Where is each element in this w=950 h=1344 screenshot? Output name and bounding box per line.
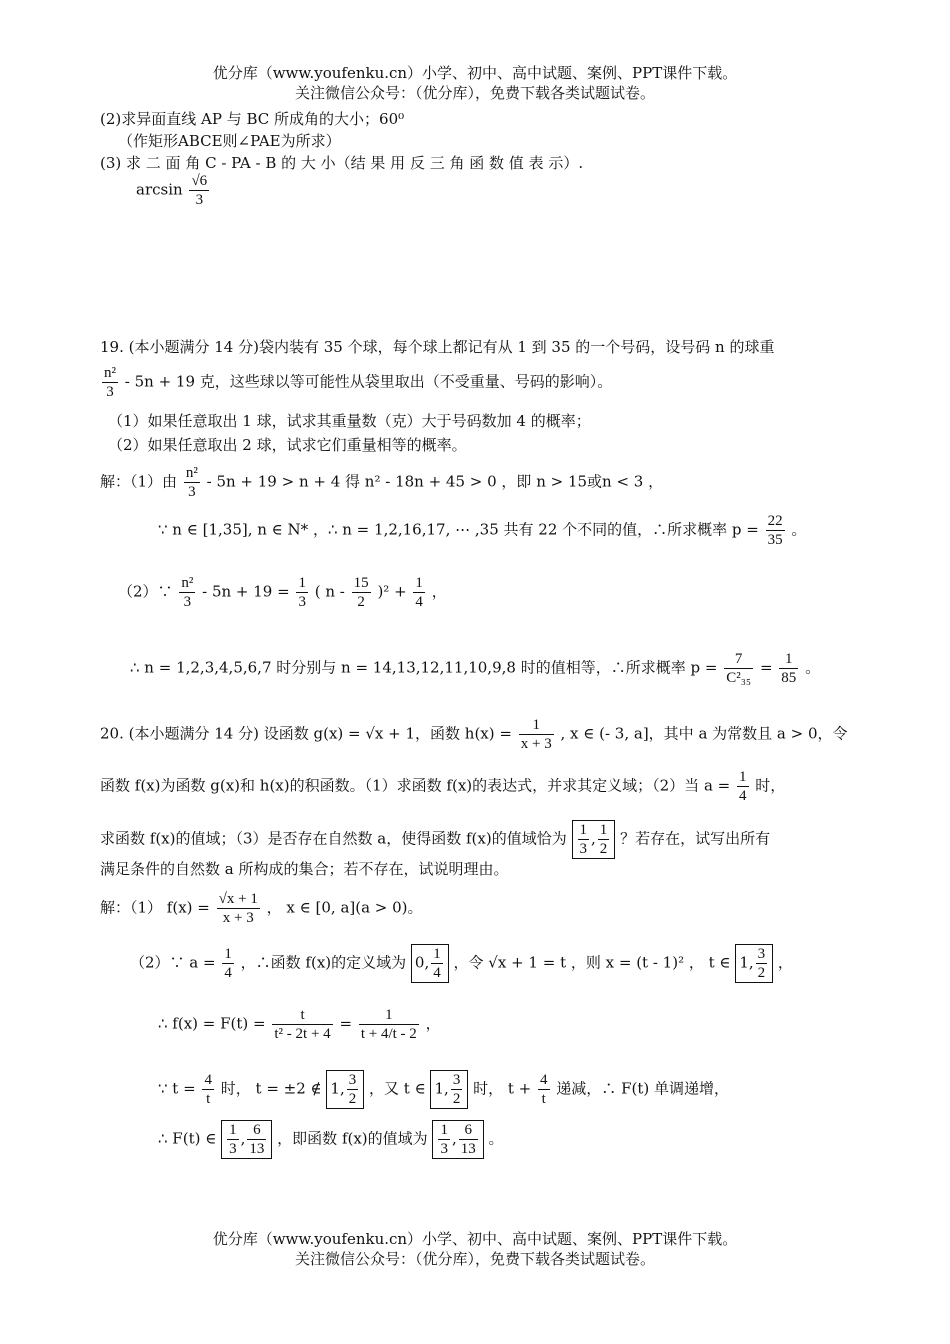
q18-answer-frac [189,172,209,209]
q20-sol-4-d: 时， t + [473,1079,532,1098]
q20-range-num1: 1 [579,822,588,838]
q20-sol-2-b: ，∴函数 f(x)的定义域为 [240,953,407,972]
q20-stem-1 [100,716,848,753]
q20-sol-3-frac1 [272,1006,332,1043]
q20-sol-5-b: ，即函数 f(x)的值域为 [277,1129,428,1148]
q19-stem-2 [100,364,612,401]
q20-sol-4-bracket2: 1, $\frac{3}{2}$ [430,1070,468,1109]
q19-part2: （2）如果任意取出 2 球，试求它们重量相等的概率。 [108,436,467,454]
q20-sol-3-frac2 [359,1006,419,1043]
q20-sol-4-bden2: 2 [452,1091,461,1107]
q20-stem-3-b: ？若存在，试写出所有 [620,829,771,848]
q20-sol-5-num4: 6 [459,1121,478,1140]
q19-sol-3-paren: ( n - [314,582,345,601]
q20-domain-den: 4 [433,965,441,981]
q20-stem-1-b: , x ∈ (- 3, a]，其中 a 为常数且 a > 0，令 [560,724,848,743]
q19-sol-3-den3: 2 [357,594,365,610]
q20-h-den: x + 3 [520,736,552,752]
q20-sol-3-end: ， [425,1014,441,1033]
q19-frac-den: 3 [106,384,114,400]
q19-sol-4-frac1 [724,650,753,687]
q20-sol-5-den4: 13 [460,1141,476,1157]
q19-sol-1-den: 3 [188,484,196,500]
q20-t-num: 3 [757,946,766,962]
q19-sol-3-frac3 [352,574,371,611]
q19-sol-1-num: n² [185,465,198,481]
q19-sol-4-end: 。 [805,658,821,677]
q20-sol-4-frac2 [538,1071,550,1108]
q20-sol-1-num: √x + 1 [218,891,258,907]
q19-sol-1-lead: 解：（1）由 [100,472,178,491]
q19-sol-2-num: 22 [767,513,783,529]
q20-stem-1-a: 20. (本小题满分 14 分) 设函数 g(x) = √x + 1，函数 h(x) = [100,724,512,743]
q20-range-den2: 2 [599,841,608,857]
q20-sol-4-num1: 4 [204,1072,212,1088]
q20-sol-2-c: ，令 √x + 1 = t ，则 x = (t - 1)² ， t ∈ [453,953,731,972]
q19-sol-2-den: 35 [767,532,783,548]
q19-sol-4-frac2 [779,650,798,687]
q19-sol-3-frac4 [413,574,425,611]
q20-sol-4-den1: t [206,1091,211,1107]
q19-sol-3-end: ， [431,582,447,601]
q20-sol-4-bracket1: 1, $\frac{3}{2}$ [326,1070,364,1109]
q19-sol-4-eq: = [759,658,773,677]
q20-sol-2 [130,944,793,983]
q20-sol-4-bden1: 2 [348,1091,357,1107]
q20-stem-4: 满足条件的自然数 a 所构成的集合；若不存在，试说明理由。 [100,860,509,878]
q19-sol-3-frac2 [296,574,308,611]
q20-t-den: 2 [757,965,766,981]
header-line-2: 关注微信公众号：（优分库），免费下载各类试题试卷。 [294,84,655,102]
q18-answer [136,172,211,209]
q19-sol-4-den2: 85 [781,670,797,686]
q19-sol-2-frac [766,512,785,549]
q19-sol-3-num3: 15 [353,575,369,591]
q20-sol-4-frac1 [202,1071,214,1108]
footer-line-1: 优分库（www.youfenku.cn）小学、初中、高中试题、案例、PPT课件下载。 [212,1230,738,1248]
q20-sol-5-c: 。 [488,1129,504,1148]
q19-stem-expr: - 5n + 19 克，这些球以等可能性从袋里取出（不受重量、号码的影响）。 [124,372,613,391]
q20-sol-2-frac [222,945,234,982]
q19-sol-3 [118,574,447,611]
q20-sol-3-eq: = [339,1014,353,1033]
q19-sol-3-frac1 [179,574,195,611]
q19-sol-2 [158,512,806,549]
footer-line-2: 关注微信公众号：（优分库），免费下载各类试题试卷。 [294,1250,655,1268]
q20-stem-2 [100,768,785,805]
q18-part2-note: （作矩形ABCE则∠PAE为所求） [118,132,341,150]
q20-domain-bracket: 0, $\frac{1}{4}$ [411,944,449,983]
q20-t-bracket: 1, $\frac{3}{2}$ [735,944,773,983]
q19-frac-num: n² [104,365,116,381]
q19-sol-3-den2: 3 [298,594,306,610]
q20-sol-1-den: x + 3 [222,910,254,926]
q20-sol-1-frac [217,890,260,927]
q19-sol-3-den4: 4 [415,594,423,610]
q19-stem-1: 19. (本小题满分 14 分)袋内装有 35 个球，每个球上都记有从 1 到 35 的一个号码，设号码 n 的球重 [100,338,775,356]
q19-sol-1 [100,464,663,501]
q20-range-num2: 1 [599,822,608,838]
q20-h-num: 1 [519,716,554,735]
q20-sol-3 [158,1006,441,1043]
q20-sol-5-num1: 1 [229,1122,237,1138]
q20-sol-4-bnum1: 3 [348,1072,357,1088]
q20-sol-3-num2: 1 [359,1006,419,1025]
q19-sol-1-rest: - 5n + 19 > n + 4 得 n² - 18n + 45 > 0 ，即 n > 15或n < 3 ， [206,472,664,491]
q20-sol-3-a: ∴ f(x) = F(t) = [158,1014,266,1033]
q20-sol-5-bracket1: $\frac{1}{3}$ , $\frac{6}{13}$ [221,1120,272,1159]
q19-sol-4-den1: C²₃₅ [726,670,752,686]
q20-sol-4-one2: 1 [434,1079,445,1098]
q20-sol-4-one1: 1 [330,1079,340,1098]
q19-sol-2-end: 。 [791,520,807,539]
q20-sol-2-a: （2）∵ a = [130,953,216,972]
q20-stem-2-num: 1 [739,769,747,785]
q19-sol-4-num2: 1 [779,650,798,669]
q20-sol-5-den1: 3 [229,1141,237,1157]
q20-sol-4 [158,1070,729,1109]
q19-sol-3-mid: - 5n + 19 = [202,582,290,601]
q19-part1: （1）如果任意取出 1 球，试求其重量数（克）大于号码数加 4 的概率； [108,412,591,430]
q20-sol-3-den2: t + 4/t - 2 [360,1026,417,1042]
q18-part2: (2)求异面直线 AP 与 BC 所成角的大小；60⁰ [100,110,405,128]
q20-stem-3-a: 求函数 f(x)的值域；（3）是否存在自然数 a，使得函数 f(x)的值域恰为 [100,829,567,848]
q19-sol-4-text: ∴ n = 1,2,3,4,5,6,7 时分别与 n = 14,13,12,11,10,9,8 时的值相等，∴所求概率 p = [130,658,718,677]
q20-stem-2-frac [737,768,749,805]
q20-stem-2-a: 函数 f(x)为函数 g(x)和 h(x)的积函数。（1）求函数 f(x)的表达式，并求其定义域；（2）当 a = [100,776,731,795]
q18-answer-prefix: arcsin [136,180,183,199]
q20-sol-1-b: ， x ∈ [0, a](a > 0)。 [266,898,423,917]
q20-sol-1-a: 解：（1） f(x) = [100,898,210,917]
q19-sol-1-frac [184,464,200,501]
q20-stem-2-den: 4 [739,788,747,804]
q20-sol-4-a: ∵ t = [158,1079,196,1098]
q20-sol-5-a: ∴ F(t) ∈ [158,1129,217,1148]
q20-sol-2-den: 4 [224,965,232,981]
q20-sol-5 [158,1120,504,1159]
q19-sol-3-num4: 1 [415,575,423,591]
q20-h-frac [519,716,554,753]
q19-sol-3-num2: 1 [298,575,306,591]
q20-sol-4-num2: 4 [540,1072,548,1088]
q19-stem-frac [102,364,118,401]
q19-sol-2-text: ∵ n ∈ [1,35], n ∈ N* ，∴ n = 1,2,16,17, ⋯ ,35 共有 22 个不同的值，∴所求概率 p = [158,520,759,539]
q18-answer-den: 3 [195,192,204,208]
q20-sol-5-num2: 6 [247,1121,266,1140]
q20-domain-zero: 0 [414,953,425,972]
q20-sol-5-bracket2: $\frac{1}{3}$ , $\frac{6}{13}$ [432,1120,483,1159]
q19-sol-3-sq: )² + [377,582,407,601]
q20-domain-num: 1 [433,946,441,962]
q19-sol-4-num1: 7 [724,650,753,669]
q20-range-bracket: $\frac{1}{3}$ , $\frac{1}{2}$ [572,820,616,859]
q20-range-den1: 3 [579,841,588,857]
q18-answer-num: √6 [191,173,208,189]
q20-sol-4-den2: t [541,1091,546,1107]
q20-sol-5-num3: 1 [440,1122,448,1138]
q19-sol-4 [130,650,820,687]
q20-sol-5-den2: 13 [249,1141,265,1157]
q20-sol-4-c: ，又 t ∈ [369,1079,426,1098]
q20-sol-3-den1: t² - 2t + 4 [274,1026,331,1042]
q19-sol-3-lead: （2）∵ [118,582,173,601]
q19-sol-3-num1: n² [181,575,194,591]
q20-stem-2-b: 时， [755,776,786,795]
header-line-1: 优分库（www.youfenku.cn）小学、初中、高中试题、案例、PPT课件下载。 [212,64,738,82]
q20-sol-2-d: ， [777,953,793,972]
q20-sol-1 [100,890,423,927]
q20-sol-4-bnum2: 3 [452,1072,461,1088]
q20-sol-2-num: 1 [224,946,232,962]
q18-part3: (3) 求 二 面 角 C - PA - B 的 大 小（结 果 用 反 三 角 函 数 值 表 示）. [100,154,584,172]
q20-t-one: 1 [739,953,749,972]
q20-sol-4-e: 递减，∴ F(t) 单调递增， [556,1079,729,1098]
q19-sol-3-den1: 3 [183,594,192,610]
q20-sol-3-num1: t [272,1006,332,1025]
q20-stem-3 [100,820,770,859]
q20-sol-5-den3: 3 [440,1141,448,1157]
q20-sol-4-b: 时， t = ±2 ∉ [220,1079,322,1098]
